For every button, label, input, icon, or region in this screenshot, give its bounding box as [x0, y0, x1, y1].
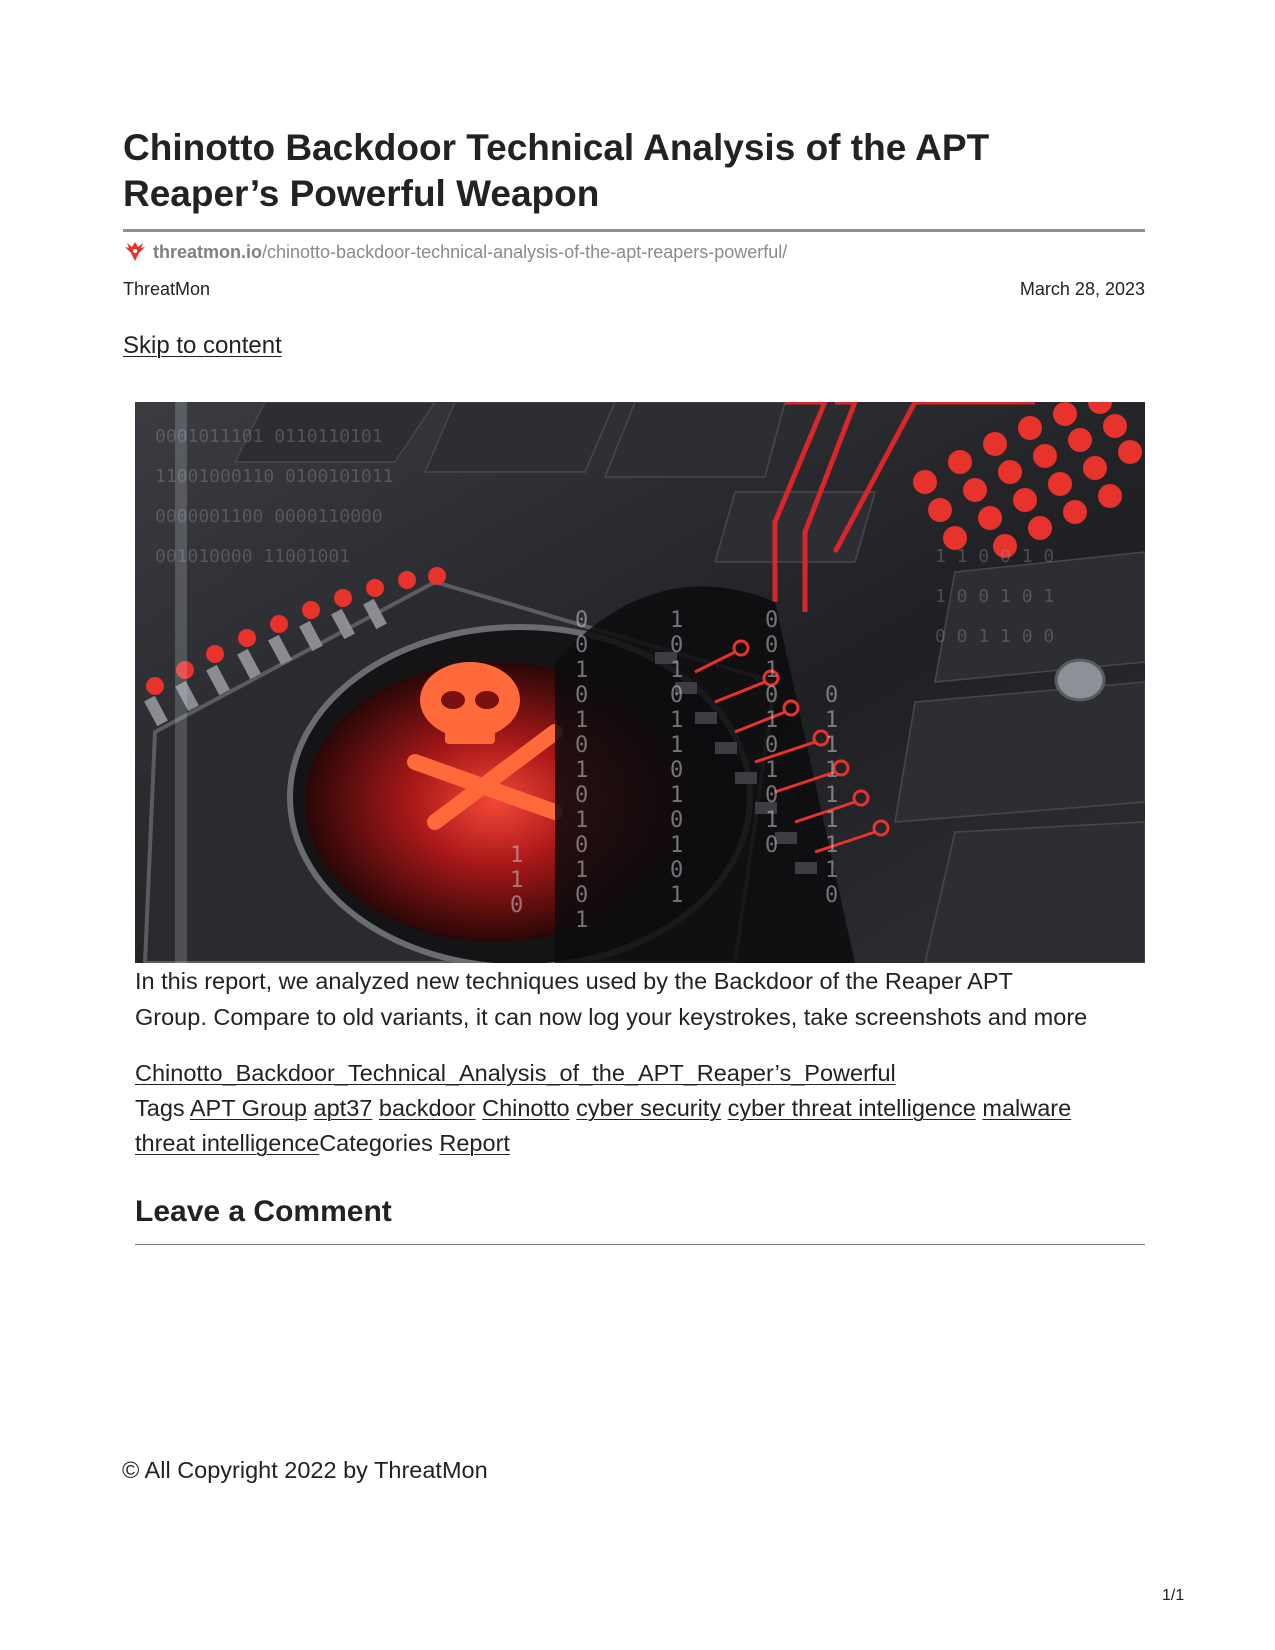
threatmon-logo-icon: [123, 241, 147, 263]
svg-text:0: 0: [670, 808, 684, 833]
svg-text:0: 0: [575, 733, 589, 758]
svg-text:1 0 0 1 0 1: 1 0 0 1 0 1: [935, 586, 1055, 607]
tags-label: Tags: [135, 1095, 185, 1121]
author: ThreatMon: [123, 279, 211, 299]
tag-link[interactable]: malware: [982, 1095, 1072, 1121]
svg-text:1: 1: [825, 733, 839, 758]
svg-text:0001011101 0110110101: 0001011101 0110110101: [155, 426, 383, 447]
svg-text:0: 0: [575, 833, 589, 858]
source-domain: threatmon.io: [153, 241, 263, 262]
svg-text:1: 1: [825, 808, 839, 833]
svg-text:0: 0: [575, 608, 589, 633]
svg-text:1: 1: [575, 858, 589, 883]
tag-link[interactable]: APT Group: [189, 1095, 307, 1121]
svg-text:0: 0: [670, 633, 684, 658]
svg-text:1: 1: [670, 883, 684, 908]
svg-text:0: 0: [765, 733, 779, 758]
svg-text:1: 1: [670, 708, 684, 733]
svg-text:0 0 1 1 0 0: 0 0 1 1 0 0: [935, 626, 1055, 647]
footer-copyright: © All Copyright 2022 by ThreatMon: [122, 1457, 488, 1483]
svg-text:0: 0: [575, 783, 589, 808]
svg-text:1: 1: [765, 658, 779, 683]
svg-text:1: 1: [825, 833, 839, 858]
tags-line: [135, 1091, 1135, 1161]
svg-text:1: 1: [575, 908, 589, 933]
svg-text:1: 1: [765, 708, 779, 733]
svg-text:1: 1: [670, 608, 684, 633]
attachment-link[interactable]: Chinotto_Backdoor_Technical_Analysis_of_the_APT_Reaper’s_Powerful: [135, 1060, 896, 1086]
svg-text:1: 1: [575, 758, 589, 783]
skull-crossbones-circuit-icon: [135, 402, 1145, 963]
svg-text:0: 0: [765, 633, 779, 658]
title-line-1: Chinotto Backdoor Technical Analysis of the APT: [123, 127, 990, 168]
publish-date: March 28, 2023: [1019, 279, 1145, 299]
svg-text:1: 1: [670, 833, 684, 858]
comments-heading: Leave a Comment: [135, 1195, 392, 1228]
comments-divider: [135, 1244, 1145, 1245]
tag-link[interactable]: Chinotto: [482, 1095, 570, 1121]
svg-text:1: 1: [825, 783, 839, 808]
page-title: [123, 125, 1083, 217]
svg-text:11001000110 0100101011: 11001000110 0100101011: [155, 466, 394, 487]
svg-text:0: 0: [575, 883, 589, 908]
byline: [123, 279, 1145, 300]
source-url[interactable]: [123, 240, 787, 264]
svg-text:0: 0: [575, 633, 589, 658]
tag-link[interactable]: apt37: [313, 1095, 373, 1121]
excerpt-line-1: In this report, we analyzed new techniques used by the Backdoor of the Reaper APT: [135, 968, 1013, 994]
tag-link[interactable]: cyber security: [576, 1095, 722, 1121]
svg-text:0: 0: [575, 683, 589, 708]
svg-text:0: 0: [670, 858, 684, 883]
category-link[interactable]: Report: [439, 1130, 510, 1156]
svg-text:1: 1: [575, 708, 589, 733]
categories-label: Categories: [319, 1130, 433, 1156]
svg-text:1: 1: [575, 808, 589, 833]
svg-text:1: 1: [670, 733, 684, 758]
tag-link[interactable]: cyber threat intelligence: [727, 1095, 976, 1121]
svg-text:1: 1: [575, 658, 589, 683]
svg-text:001010000 11001001: 001010000 11001001: [155, 546, 351, 567]
tag-link[interactable]: backdoor: [378, 1095, 476, 1121]
tag-link[interactable]: threat intelligence: [135, 1130, 320, 1156]
svg-text:1: 1: [825, 708, 839, 733]
svg-text:0: 0: [765, 608, 779, 633]
svg-text:0: 0: [510, 893, 524, 918]
page-number: 1/1: [1162, 1587, 1185, 1604]
article-meta: [135, 1056, 1135, 1161]
skip-to-content-link[interactable]: Skip to content: [123, 332, 282, 359]
svg-text:0000001100 0000110000: 0000001100 0000110000: [155, 506, 383, 527]
svg-text:0: 0: [670, 758, 684, 783]
article-excerpt: [135, 963, 1155, 1035]
svg-text:1: 1: [765, 758, 779, 783]
svg-text:0: 0: [825, 883, 839, 908]
hero-image: [135, 402, 1145, 963]
svg-text:0: 0: [825, 683, 839, 708]
svg-text:1: 1: [670, 783, 684, 808]
svg-text:1: 1: [510, 868, 524, 893]
svg-text:1: 1: [825, 858, 839, 883]
excerpt-line-2: Group. Compare to old variants, it can now log your keystrokes, take screenshots and more: [135, 1004, 1088, 1030]
svg-text:0: 0: [765, 683, 779, 708]
svg-text:0: 0: [765, 833, 779, 858]
svg-text:1: 1: [825, 758, 839, 783]
svg-text:1: 1: [670, 658, 684, 683]
svg-text:0: 0: [765, 783, 779, 808]
svg-text:1: 1: [765, 808, 779, 833]
source-path: /chinotto-backdoor-technical-analysis-of-the-apt-reapers-powerful/: [262, 241, 788, 262]
title-line-2: Reaper’s Powerful Weapon: [123, 173, 600, 214]
svg-text:1 1 0 0 1 0: 1 1 0 0 1 0: [935, 546, 1055, 567]
svg-text:0: 0: [670, 683, 684, 708]
svg-text:1: 1: [510, 843, 524, 868]
title-divider: [123, 229, 1145, 232]
